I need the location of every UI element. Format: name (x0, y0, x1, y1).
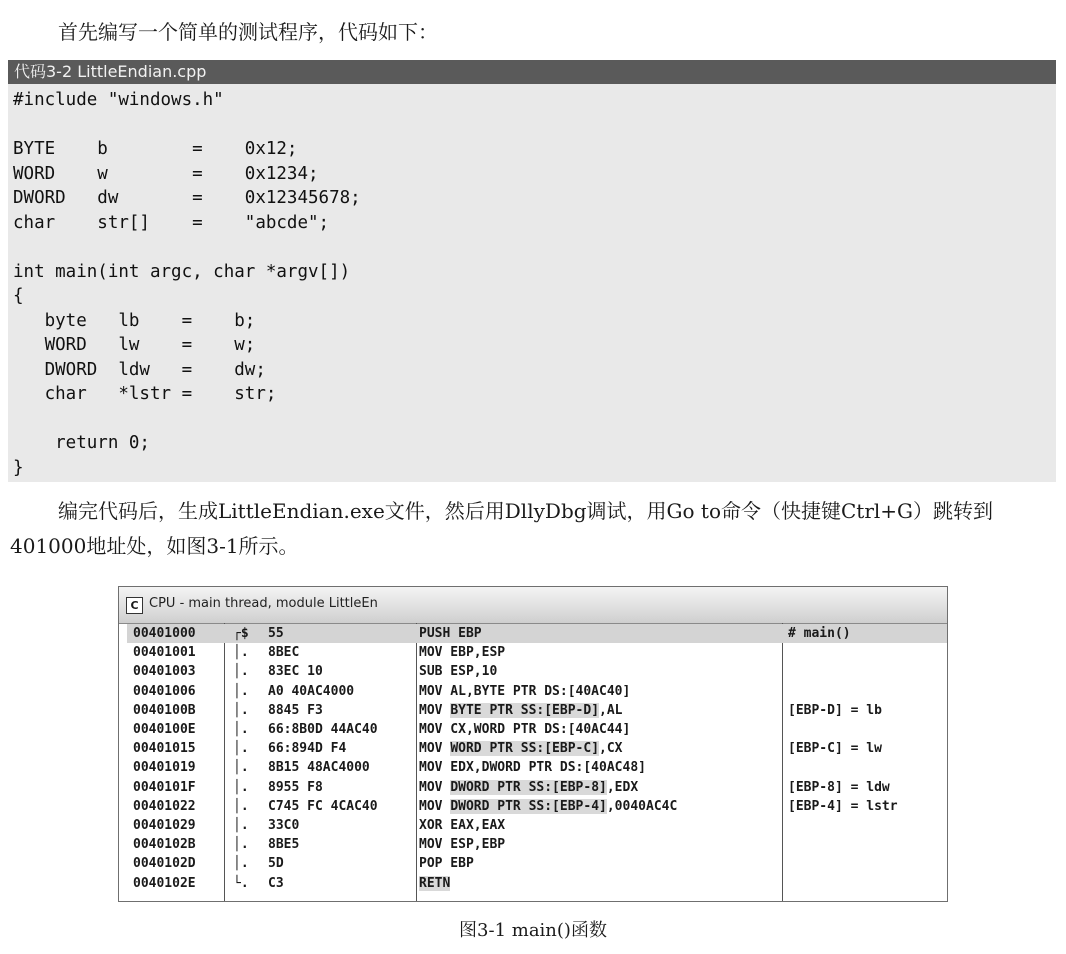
code-line: char *lstr = str; (13, 384, 277, 404)
address-cell: 0040100E (133, 722, 196, 737)
instruction-text: MOV EBP,ESP (419, 645, 506, 661)
flow-marker: └. (233, 875, 249, 891)
address-cell: 00401022 (133, 798, 196, 814)
code-listing (8, 84, 1056, 482)
highlighted-operand: WORD PTR SS:[EBP-C] (450, 741, 600, 757)
address-cell: 0040101F (133, 779, 196, 795)
flow-marker: │. (233, 645, 249, 661)
code-line: DWORD ldw = dw; (13, 359, 266, 380)
disassembly-cell (419, 624, 777, 643)
address-cell: 00401006 (133, 683, 196, 699)
hex-dump-cell: 83EC 10 (268, 664, 323, 680)
debugger-cpu-window (118, 586, 948, 902)
comment-cell: [EBP-8] = ldw (788, 779, 890, 795)
cpu-window-icon: C (126, 597, 143, 614)
disasm-row[interactable] (127, 643, 947, 662)
code-line: { (13, 286, 24, 306)
disassembly-cell (419, 720, 777, 739)
disassembly-cell (419, 701, 777, 720)
flow-marker: │. (233, 856, 249, 872)
hex-dump-cell: A0 40AC4000 (268, 683, 355, 699)
code-line: BYTE b = 0x12; (13, 139, 298, 159)
code-line: WORD w = 0x1234; (13, 163, 319, 184)
intro-paragraph: 首先编写一个简单的测试程序，代码如下： (58, 20, 438, 44)
flow-marker: │. (233, 760, 249, 776)
instruction-text: ,EDX (606, 779, 639, 795)
instruction-text: MOV (419, 702, 451, 718)
instruction-text: ,AL (599, 702, 623, 718)
window-title: CPU - main thread, module LittleEn (149, 596, 378, 611)
highlighted-operand: DWORD PTR SS:[EBP-8] (450, 779, 607, 795)
code-line: #include "windows.h" (13, 90, 224, 110)
flow-marker: │. (233, 779, 249, 795)
disassembly-cell (419, 682, 777, 701)
highlighted-operand: RETN (419, 875, 451, 891)
instruction-text: MOV ESP,EBP (419, 837, 506, 853)
disasm-row-selected[interactable] (127, 624, 947, 643)
disassembly-cell (419, 662, 777, 681)
instruction-text: MOV AL,BYTE PTR DS:[40AC40] (419, 683, 631, 699)
highlighted-operand: DWORD PTR SS:[EBP-4] (450, 798, 607, 814)
code-block (8, 84, 1056, 480)
flow-marker: │. (233, 837, 249, 853)
hex-dump-cell: 33C0 (268, 818, 300, 833)
disasm-row[interactable] (127, 835, 947, 854)
hex-dump-cell: C3 (268, 875, 284, 891)
instruction-text: ,0040AC4C (606, 798, 678, 814)
explanation-paragraph: 编完代码后，生成LittleEndian.exe文件，然后用DllyDbg调试，用Go to命令（快捷键Ctrl+G）跳转到401000地址处，如图3-1所示。 (10, 499, 994, 558)
hex-dump-cell: C745 FC 4CAC40 (268, 798, 378, 814)
window-titlebar (119, 587, 947, 624)
address-cell: 0040100B (133, 702, 196, 718)
hex-dump-cell: 8BEC (268, 645, 300, 661)
highlighted-operand: BYTE PTR SS:[EBP-D] (450, 702, 600, 718)
instruction-text: MOV (419, 741, 451, 757)
disassembly-cell (419, 778, 777, 797)
address-cell: 00401003 (133, 664, 196, 680)
code-line: WORD lw = w; (13, 335, 256, 355)
instruction-text: PUSH EBP (419, 626, 482, 641)
address-cell: 00401015 (133, 741, 196, 757)
disasm-row[interactable] (127, 816, 947, 835)
hex-dump-cell: 8B15 48AC4000 (268, 760, 370, 776)
disassembly-cell (419, 739, 777, 758)
flow-marker: │. (233, 683, 249, 699)
disassembly-cell (419, 797, 777, 816)
code-line: DWORD dw = 0x12345678; (13, 188, 361, 208)
instruction-text: XOR EAX,EAX (419, 818, 506, 833)
comment-cell: [EBP-4] = lstr (788, 798, 898, 814)
instruction-text: POP EBP (419, 856, 474, 872)
disassembly-cell (419, 874, 777, 893)
hex-dump-cell: 66:894D F4 (268, 741, 347, 757)
address-cell: 0040102B (133, 837, 196, 853)
disassembly-cell (419, 816, 777, 835)
code-line: char str[] = "abcde"; (13, 212, 330, 233)
disasm-row[interactable] (127, 720, 947, 739)
disassembly-cell (419, 643, 777, 662)
address-cell: 00401029 (133, 818, 196, 833)
instruction-text: MOV CX,WORD PTR DS:[40AC44] (419, 722, 631, 737)
comment-cell: # main() (788, 626, 851, 641)
instruction-text: SUB ESP,10 (419, 664, 498, 680)
flow-marker: │. (233, 741, 249, 757)
flow-marker: │. (233, 664, 249, 680)
disasm-row[interactable] (127, 797, 947, 816)
instruction-text: ,CX (599, 741, 623, 757)
flow-marker: │. (233, 798, 249, 814)
code-listing-label: 代码3-2 LittleEndian.cpp (14, 62, 207, 81)
disassembly-cell (419, 835, 777, 854)
hex-dump-cell: 66:8B0D 44AC40 (268, 722, 378, 737)
disassembly-cell (419, 854, 777, 873)
comment-cell: [EBP-C] = lw (788, 741, 882, 757)
instruction-text: MOV EDX,DWORD PTR DS:[40AC48] (419, 760, 646, 776)
flow-marker: │. (233, 818, 249, 833)
disasm-row[interactable] (127, 739, 947, 758)
address-cell: 0040102D (133, 856, 196, 872)
hex-dump-cell: 8845 F3 (268, 702, 323, 718)
flow-marker: ┌$ (233, 626, 249, 641)
hex-dump-cell: 55 (268, 626, 284, 641)
figure-caption: 图3-1 main()函数 (459, 920, 607, 941)
disasm-row[interactable] (127, 758, 947, 777)
hex-dump-cell: 5D (268, 856, 284, 872)
disasm-row[interactable] (127, 701, 947, 720)
code-line: return 0; (13, 433, 150, 453)
disasm-row[interactable] (127, 662, 947, 681)
instruction-text: MOV (419, 779, 451, 795)
hex-dump-cell: 8955 F8 (268, 779, 323, 795)
disasm-row[interactable] (127, 778, 947, 797)
comment-cell: [EBP-D] = lb (788, 702, 882, 718)
disassembly-cell (419, 758, 777, 777)
disasm-row[interactable] (127, 854, 947, 873)
hex-dump-cell: 8BE5 (268, 837, 300, 853)
flow-marker: │. (233, 702, 249, 718)
code-line: int main(int argc, char *argv[]) (13, 261, 351, 282)
code-line: byte lb = b; (13, 310, 256, 331)
instruction-text: MOV (419, 798, 451, 814)
address-cell: 00401019 (133, 760, 196, 776)
code-line: } (13, 457, 24, 478)
flow-marker: │. (233, 722, 249, 737)
code-listing-header (8, 60, 1056, 84)
disassembly-pane[interactable] (127, 623, 947, 901)
address-cell: 0040102E (133, 875, 196, 891)
address-cell: 00401000 (133, 626, 196, 641)
disasm-row[interactable] (127, 682, 947, 701)
address-cell: 00401001 (133, 645, 196, 661)
disasm-row[interactable] (127, 874, 947, 893)
